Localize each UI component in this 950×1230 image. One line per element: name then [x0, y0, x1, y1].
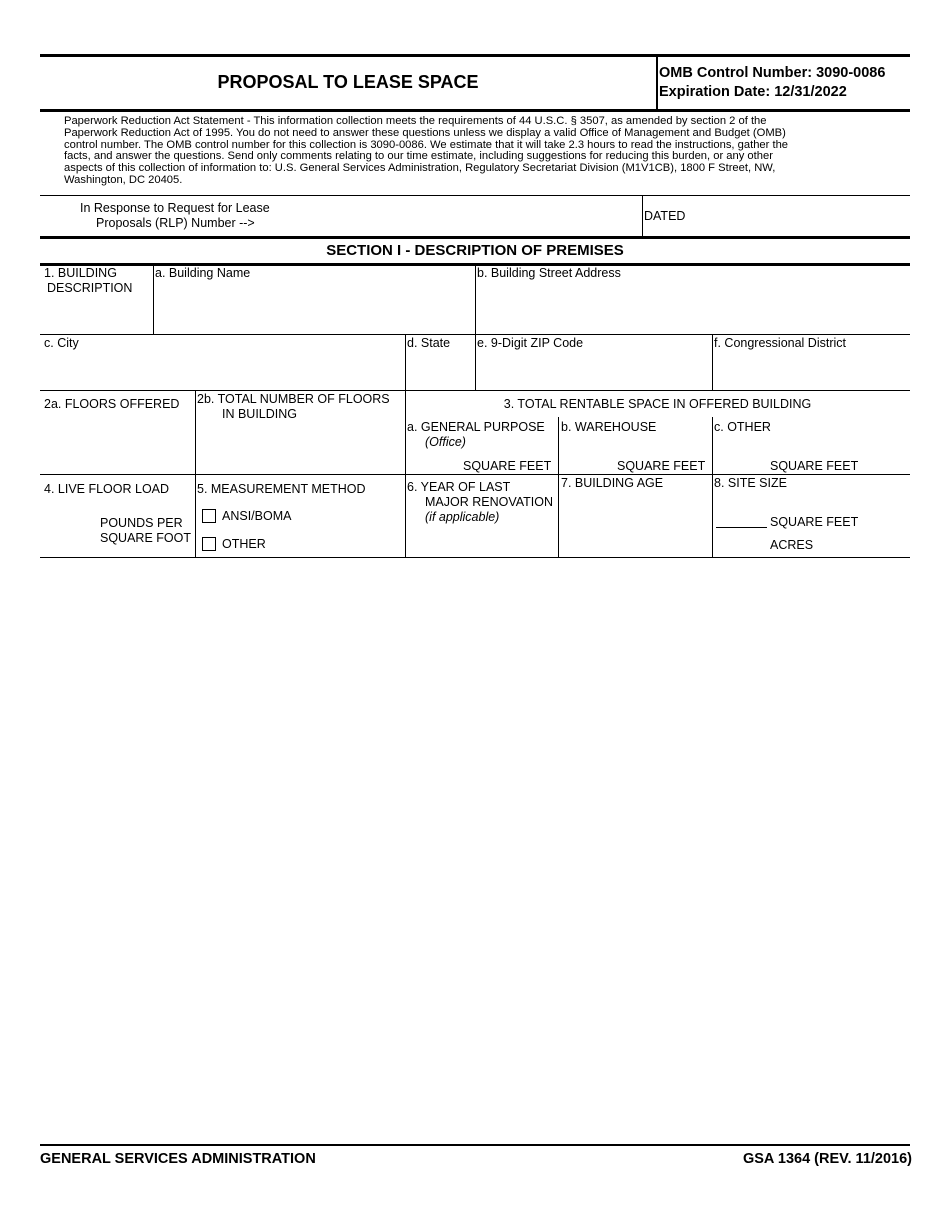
zip-field[interactable]	[478, 353, 710, 389]
building-name-field[interactable]	[156, 283, 472, 333]
rlp-number-field[interactable]	[280, 197, 640, 235]
row2-divider-1	[405, 335, 406, 391]
warehouse-label: b. WAREHOUSE	[561, 420, 657, 434]
live-floor-load-label: 4. LIVE FLOOR LOAD	[44, 482, 170, 496]
paperwork-rule	[40, 195, 910, 196]
general-purpose-label: a. GENERAL PURPOSE	[407, 420, 545, 434]
ansi-boma-label: ANSI/BOMA	[222, 509, 292, 523]
omb-control-number: OMB Control Number: 3090-0086	[659, 65, 886, 81]
state-label: d. State	[407, 336, 451, 350]
square-foot-label: SQUARE FOOT	[100, 531, 191, 545]
section-top-rule	[40, 236, 910, 239]
site-size-acres-label: ACRES	[770, 538, 814, 552]
footer-rule	[40, 1144, 910, 1146]
row3-divider-4	[712, 417, 713, 558]
total-floors-field[interactable]	[198, 424, 402, 472]
dated-field[interactable]	[690, 197, 908, 235]
header-top-rule	[40, 54, 910, 57]
building-name-label: a. Building Name	[155, 266, 251, 280]
paperwork-line: aspects of this collection of information to: U.S. General Services Administration, Regulatory Secretariat Division (M1V1CB), 1800 F Street, NW,	[64, 162, 776, 175]
total-floors-label-2: IN BUILDING	[222, 407, 298, 421]
row3-divider-3	[558, 417, 559, 558]
congressional-district-field[interactable]	[715, 353, 908, 389]
row2-bottom-rule	[40, 390, 910, 391]
pounds-per-label: POUNDS PER	[100, 516, 183, 530]
other-method-label: OTHER	[222, 537, 266, 551]
measurement-method-label: 5. MEASUREMENT METHOD	[197, 482, 366, 496]
rlp-label-line2: Proposals (RLP) Number -->	[96, 216, 255, 230]
site-size-sqft-label: SQUARE FEET	[770, 515, 859, 529]
congressional-district-label: f. Congressional District	[714, 336, 846, 350]
dated-label: DATED	[644, 209, 686, 223]
expiration-date: Expiration Date: 12/31/2022	[659, 84, 847, 100]
rlp-divider	[642, 196, 643, 236]
site-size-sqft-field[interactable]	[716, 512, 767, 528]
form-title: PROPOSAL TO LEASE SPACE	[217, 72, 479, 92]
rentable-space-title: 3. TOTAL RENTABLE SPACE IN OFFERED BUILDING	[503, 397, 812, 411]
building-description-label-1: 1. BUILDING	[44, 266, 117, 280]
city-label: c. City	[44, 336, 79, 350]
row3-bottom-rule	[40, 474, 910, 475]
row4-bottom-rule	[40, 557, 910, 558]
building-age-field[interactable]	[561, 494, 709, 556]
paperwork-line: control number. The OMB control number for this collection is 3090-0086. We estimate that it will take 2.3 hours to read the instructions, gather the	[64, 138, 789, 151]
renovation-label-1: 6. YEAR OF LAST	[407, 480, 511, 494]
header-bottom-rule	[40, 109, 910, 112]
footer-form-id: GSA 1364 (REV. 11/2016)	[742, 1151, 912, 1167]
ansi-boma-checkbox[interactable]	[202, 509, 216, 523]
site-size-label: 8. SITE SIZE	[714, 476, 787, 490]
paperwork-statement	[64, 116, 894, 187]
warehouse-sqft: SQUARE FEET	[617, 459, 706, 473]
other-space-label: c. OTHER	[714, 420, 771, 434]
total-floors-label-1: 2b. TOTAL NUMBER OF FLOORS	[197, 392, 390, 406]
footer-agency: GENERAL SERVICES ADMINISTRATION	[40, 1151, 316, 1167]
row2-divider-3	[712, 335, 713, 391]
row1-divider-1	[153, 265, 154, 335]
row1-divider-2	[475, 265, 476, 335]
header-divider	[656, 57, 658, 109]
paperwork-line: Paperwork Reduction Act Statement - This information collection meets the requirements of 44 U.S.C. § 3507, as amended by section 2 of the	[64, 115, 767, 127]
city-field[interactable]	[44, 353, 400, 389]
section-title: SECTION I - DESCRIPTION OF PREMISES	[326, 242, 624, 259]
other-method-checkbox[interactable]	[202, 537, 216, 551]
renovation-label-2: MAJOR RENOVATION	[425, 495, 554, 509]
other-space-sqft: SQUARE FEET	[770, 459, 859, 473]
paperwork-line: Washington, DC 20405.	[64, 173, 183, 186]
zip-label: e. 9-Digit ZIP Code	[477, 336, 584, 350]
renovation-sub: (if applicable)	[425, 510, 500, 524]
paperwork-line: facts, and answer the questions. Send only comments relating to our time estimate, including suggestions for reducing this burden, or any other	[64, 150, 773, 163]
building-description-label-2: DESCRIPTION	[47, 281, 133, 295]
building-address-label: b. Building Street Address	[477, 266, 621, 280]
rlp-label-line1: In Response to Request for Lease	[80, 201, 270, 215]
general-purpose-sub: (Office)	[425, 435, 466, 449]
row2-divider-2	[475, 335, 476, 391]
building-age-label: 7. BUILDING AGE	[561, 476, 664, 490]
state-field[interactable]	[407, 353, 473, 389]
floors-offered-field[interactable]	[44, 414, 192, 472]
general-purpose-sqft: SQUARE FEET	[463, 459, 552, 473]
building-address-field[interactable]	[478, 283, 908, 333]
paperwork-line: Paperwork Reduction Act of 1995. You do not need to answer these questions unless we display a valid Office of Management and Budget (OMB)	[64, 126, 786, 139]
floors-offered-label: 2a. FLOORS OFFERED	[44, 397, 180, 411]
